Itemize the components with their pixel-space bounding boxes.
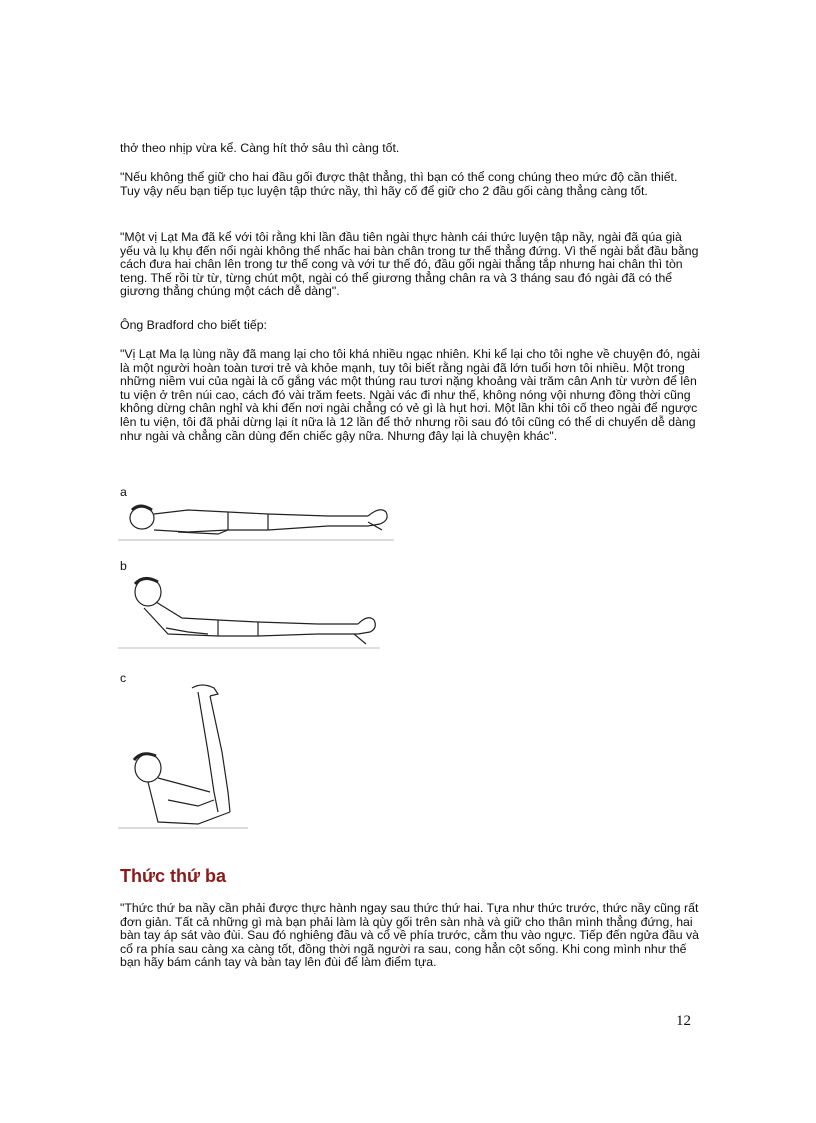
- figure-c-label: c: [120, 671, 127, 685]
- lying-flat-figure-icon: [118, 496, 394, 548]
- legs-raised-figure-icon: [118, 682, 248, 832]
- paragraph-third-rite: "Thức thứ ba nầy cần phải được thực hành ngay sau thức thứ hai. Tựa như thức trước, thức nầy cũng rất đơn giản. Tất cả những gì mà bạn phải làm là qùy gối trên sàn nhà và giữ cho thân mình thẳng đứng, hai bàn tay áp sát vào đùi. Sau đó nghiêng đầu và cổ về phía trước, cằm thu vào ngực. Tiếp đến ngửa đầu và cổ ra phía sau càng xa càng tốt, đồng thời ngã người ra sau, cong hẳn cột sống. Khi cong mình như thế bạn hãy bám cánh tay và bàn tay lên đùi để làm điểm tựa.: [120, 901, 699, 970]
- paragraph-knees: "Nếu không thể giữ cho hai đầu gối được thật thẳng, thì bạn có thể cong chúng theo mức độ cần thiết. Tuy vậy nếu bạn tiếp tục luyện tập thức nầy, thì hãy cố để giữ cho 2 đầu gối càng thẳng càng tốt.: [120, 170, 678, 198]
- paragraph-lama-surprise: "Vị Lạt Ma lạ lùng nầy đã mang lại cho tôi khá nhiều ngạc nhiên. Khi kể lại cho tôi nghe về chuyện đó, ngài là một người hoàn toàn tươi trẻ và khỏe mạnh, tuy tôi biết rằng ngài đã lớn tuổi hơn tôi nhiều. Một trong những niềm vui của ngài là cố gắng vác một thúng rau tươi nặng khoảng vài trăm cân Anh từ vườn để lên tu viện ở trên núi cao, cách đó vài trăm feets. Ngài vác đi như thế, không nóng vội nhưng đồng thời cũng không dừng chân nghỉ và khi đến nơi ngài chẳng có vẻ gì là hụt hơi. Một lần khi tôi cố theo ngài để ngược lên tu viện, tôi đã phải dừng lại ít nữa là 12 lần để thở nhưng rồi sau đó tôi cũng có thể di chuyển dễ dàng như ngài và chẳng cần dùng đến chiếc gậy nữa. Nhưng đây lại là chuyện khác".: [120, 347, 700, 443]
- paragraph-lama-story: "Một vị Lạt Ma đã kể với tôi rằng khi lần đầu tiên ngài thực hành cái thức luyện tập nầy, ngài đã qúa già yếu và lụ khụ đến nổi ngài không thể nhấc hai bàn chân trong tư thế thẳng đứng. Vì thế ngài bắt đầu bằng cách đưa hai chân lên trong tư thế cong và với tư thế đó, đầu gối ngài thẳng tắp nhưng hai chân thì tòn teng. Thế rồi từ từ, từng chút một, ngài có thể giương thẳng chân ra và 3 tháng sau đó ngài đã có thể giương thẳng chúng một cách dễ dàng".: [120, 230, 699, 299]
- figure-a-label: a: [120, 485, 127, 499]
- figure-b-label: b: [120, 559, 127, 573]
- head-raised-figure-icon: [118, 572, 380, 652]
- section-heading: Thức thứ ba: [120, 866, 227, 886]
- page-number: 12: [676, 1013, 691, 1029]
- paragraph-breathing: thở theo nhịp vừa kể. Càng hít thở sâu thì càng tốt.: [120, 141, 400, 155]
- paragraph-bradford: Ông Bradford cho biết tiếp:: [120, 318, 267, 332]
